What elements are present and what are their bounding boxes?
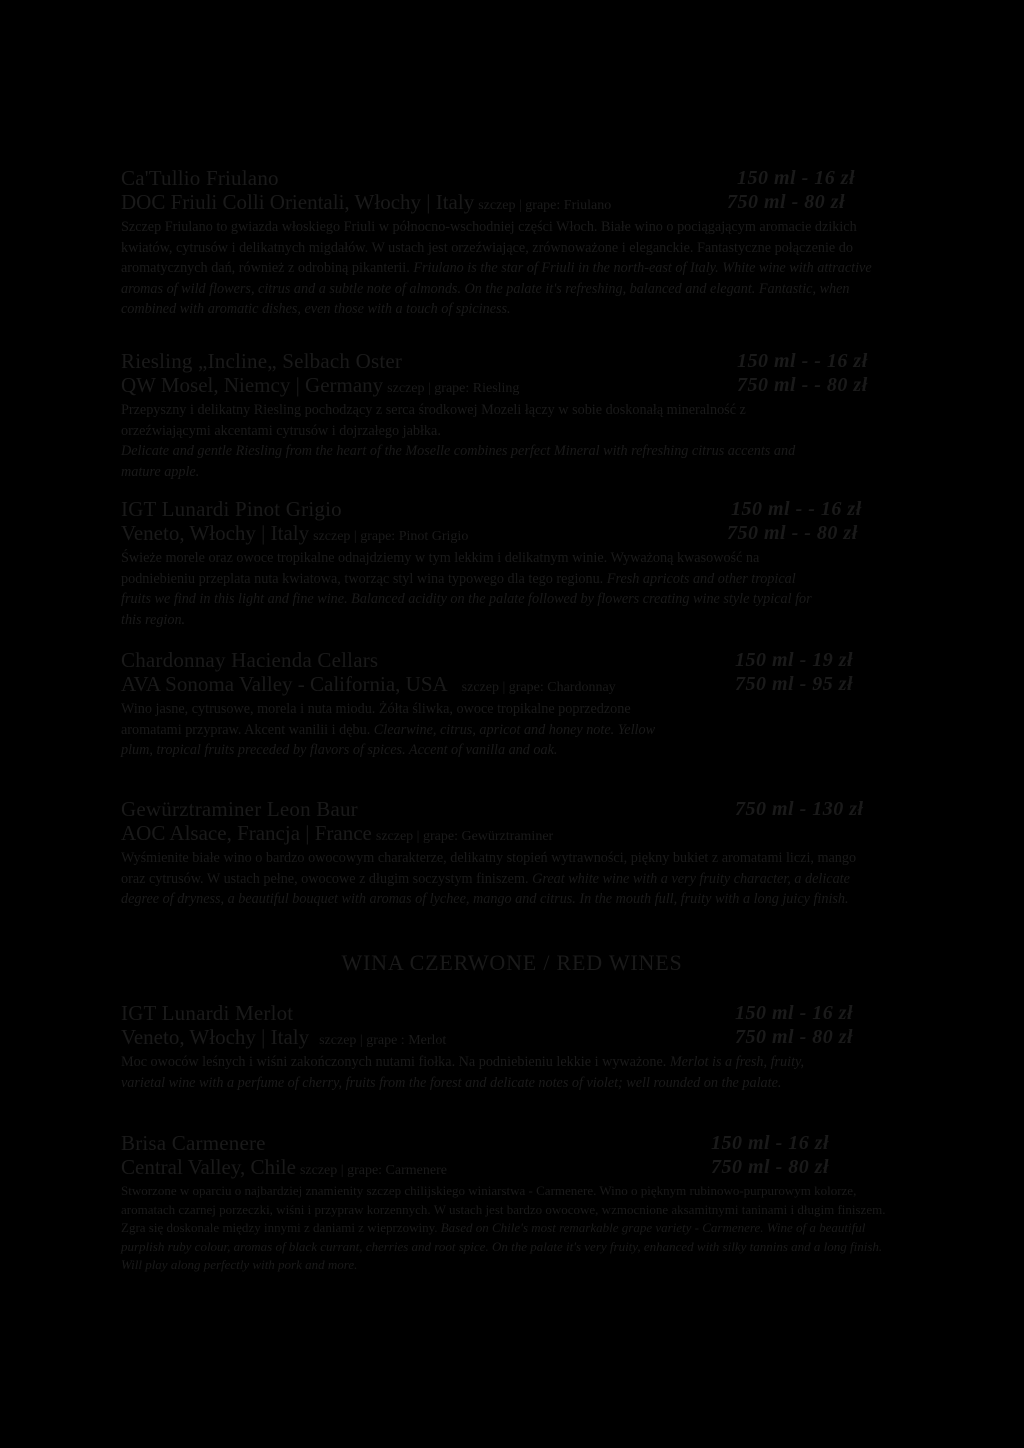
wine-description xyxy=(121,548,821,630)
description-en: Merlot is a fresh, fruity, varietal wine with a perfume of cherry, fruits from the forest and delicate notes of violet; well rounded on the palate. xyxy=(121,1054,805,1091)
price-bottle: 750 ml - - 80 zł xyxy=(737,374,868,396)
price-glass: 150 ml - - 16 zł xyxy=(731,498,862,520)
wine-description xyxy=(121,1182,896,1275)
wine-description xyxy=(121,848,861,910)
wine-origin-row xyxy=(121,521,901,545)
wine-name: Brisa Carmenere xyxy=(121,1131,266,1155)
section-title-red-wines: WINA CZERWONE / RED WINES xyxy=(341,950,683,975)
description-pl: Wyśmienite białe wino o bardzo owocowym charakterze, delikatny stopień wytrawności, piękny bukiet z aromatami liczi, mango oraz cytrusów. W ustach pełne, owocowe z długim soczystym finiszem. xyxy=(121,850,857,887)
wine-origin-row xyxy=(121,672,901,696)
wine-description xyxy=(121,400,801,482)
price-bottle: 750 ml - 95 zł xyxy=(735,673,854,695)
wine-title-row xyxy=(121,1131,901,1155)
wine-entry xyxy=(121,648,901,761)
wine-title-row xyxy=(121,797,901,821)
wine-grape: szczep | grape: Friulano xyxy=(478,198,612,213)
wine-name: IGT Lunardi Merlot xyxy=(121,1001,294,1025)
wine-title-row xyxy=(121,648,901,672)
wine-origin: AOC Alsace, Francja | France xyxy=(121,821,372,845)
wine-origin: QW Mosel, Niemcy | Germany xyxy=(121,373,384,397)
price-glass: 150 ml - 16 zł xyxy=(737,167,856,189)
wine-title-row xyxy=(121,1001,901,1025)
wine-name: Riesling „Incline„ Selbach Oster xyxy=(121,349,403,373)
price-bottle: 750 ml - 130 zł xyxy=(735,798,864,820)
wine-entry xyxy=(121,1131,901,1275)
wine-origin-row xyxy=(121,190,901,214)
wine-origin-row xyxy=(121,1025,901,1049)
price-glass: 150 ml - 16 zł xyxy=(735,1002,854,1024)
description-pl: Wino jasne, cytrusowe, morela i nuta miodu. Żółta śliwka, owoce tropikalne poprzedzone aromatami przypraw. Akcent wanilii i dębu. xyxy=(121,701,631,738)
wine-grape: szczep | grape: Carmenere xyxy=(299,1163,447,1178)
wine-origin-row xyxy=(121,1155,901,1179)
wine-entry xyxy=(121,349,901,482)
price-bottle: 750 ml - 80 zł xyxy=(735,1026,854,1048)
wine-description xyxy=(121,217,901,320)
wine-name: Gewürztraminer Leon Baur xyxy=(121,797,358,821)
description-en: Based on Chile's most remarkable grape variety - Carmenere. Wine of a beautiful purplish ruby colour, aromas of black currant, cherries and root spice. On the palate it's very fruity, enhanced with silky tannins and a long finish. Will play along perfectly with pork and more. xyxy=(121,1220,883,1272)
wine-origin: AVA Sonoma Valley - California, USA xyxy=(121,672,448,696)
wine-grape: szczep | grape: Pinot Grigio xyxy=(313,529,469,544)
wine-title-row xyxy=(121,166,901,190)
wine-origin-row xyxy=(121,373,901,397)
description-en: Delicate and gentle Riesling from the heart of the Moselle combines perfect Mineral with refreshing citrus accents and mature apple. xyxy=(121,443,796,480)
wine-name: IGT Lunardi Pinot Grigio xyxy=(121,497,342,521)
price-bottle: 750 ml - - 80 zł xyxy=(727,522,858,544)
price-glass: 150 ml - - 16 zł xyxy=(737,350,868,372)
wine-grape: szczep | grape : Merlot xyxy=(319,1033,447,1048)
wine-description xyxy=(121,1052,821,1093)
description-en: Clearwine, citrus, apricot and honey note. Yellow plum, tropical fruits preceded by flavors of spices. Accent of vanilla and oak. xyxy=(121,721,656,758)
description-en: Great white wine with a very fruity character, a delicate degree of dryness, a beautiful bouquet with aromas of lychee, mango and citrus. In the mouth full, fruity with a long juicy finish. xyxy=(121,870,850,907)
wine-entry xyxy=(121,497,901,630)
wine-title-row xyxy=(121,349,901,373)
wine-entry xyxy=(121,1001,901,1093)
wine-entry xyxy=(121,166,901,320)
price-bottle: 750 ml - 80 zł xyxy=(727,191,846,213)
description-pl: Szczep Friulano to gwiazda włoskiego Friuli w północno-wschodniej części Włoch. Białe wino o pociągającym aromacie dzikich kwiatów, cytrusów i delikatnych migdałów. W ustach jest orzeźwiające, zrównoważone i eleganckie. Fantastyczne połączenie do aromatycznych dań, również z odrobiną pikanterii. xyxy=(121,219,857,276)
description-pl: Stworzone w oparciu o najbardziej znamienity szczep chilijskiego winiarstwa - Carmenere. Wino o pięknym rubinowo-purpurowym kolorze, aromatach czarnej porzeczki, wiśni i przypraw korzennych. W ustach jest bardzo owocowe, wzmocnione aksamitnymi taninami i długim finiszem. Zgra się doskonale między innymi z daniami z wieprzowiny. xyxy=(121,1183,886,1235)
wine-description xyxy=(121,699,681,761)
wine-origin: Central Valley, Chile xyxy=(121,1155,296,1179)
wine-grape: szczep | grape: Gewürztraminer xyxy=(375,829,554,844)
wine-origin-row xyxy=(121,821,901,845)
wine-origin: Veneto, Włochy | Italy xyxy=(121,1025,310,1049)
wine-title-row xyxy=(121,497,901,521)
description-pl: Świeże morele oraz owoce tropikalne odnajdziemy w tym lekkim i delikatnym winie. Wyważoną kwasowość na podniebieniu przeplata nuta kwiatowa, tworząc styl wina typowego dla tego regionu. xyxy=(121,550,760,587)
price-bottle: 750 ml - 80 zł xyxy=(711,1156,830,1178)
wine-grape: szczep | grape: Riesling xyxy=(387,381,520,396)
description-pl: Moc owoców leśnych i wiśni zakończonych nutami fiołka. Na podniebieniu lekkie i wyważone. xyxy=(121,1054,667,1070)
price-glass: 150 ml - 16 zł xyxy=(711,1132,830,1154)
description-en: Friulano is the star of Friuli in the north-east of Italy. White wine with attractive aromas of wild flowers, citrus and a subtle note of almonds. On the palate it's refreshing, balanced and elegant. Fantastic, when combined with aromatic dishes, even those with a touch of spiciness. xyxy=(121,260,872,317)
wine-grape: szczep | grape: Chardonnay xyxy=(461,680,616,695)
wine-name: Ca'Tullio Friulano xyxy=(121,166,279,190)
wine-origin: DOC Friuli Colli Orientali, Włochy | Italy xyxy=(121,190,475,214)
description-pl: Przepyszny i delikatny Riesling pochodzący z serca środkowej Mozeli łączy w sobie doskonałą mineralność z orzeźwiającymi akcentami cytrusów i dojrzałego jabłka. xyxy=(121,402,746,439)
wine-name: Chardonnay Hacienda Cellars xyxy=(121,648,379,672)
description-en: Fresh apricots and other tropical fruits we find in this light and fine wine. Balanced acidity on the palate followed by flowers creating wine style typical for this region. xyxy=(121,570,812,628)
wine-entry xyxy=(121,797,901,910)
wine-origin: Veneto, Włochy | Italy xyxy=(121,521,310,545)
price-glass: 150 ml - 19 zł xyxy=(735,649,854,671)
